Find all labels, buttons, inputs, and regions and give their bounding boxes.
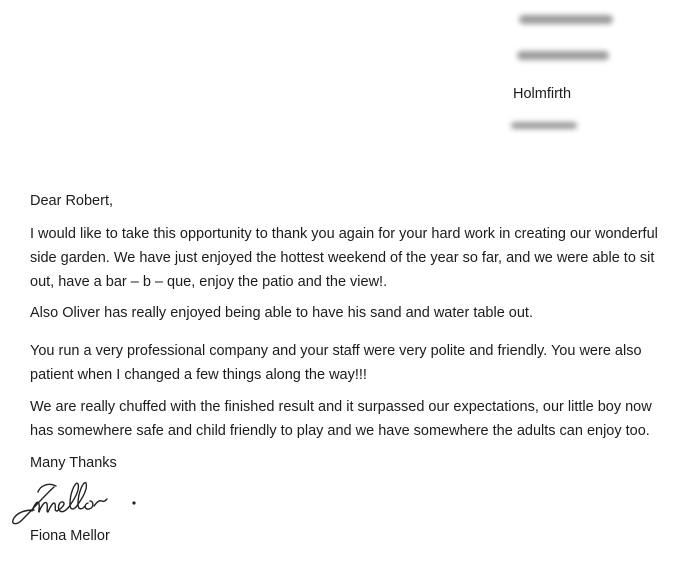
salutation: Dear Robert, xyxy=(30,193,114,209)
paragraph-professional: You run a very professional company and your staff were very polite and friendly. You were also patient when I changed a few things along the way!!! xyxy=(30,343,642,383)
paragraph-result: We are really chuffed with the finished result and it surpassed our expectations, our little boy now has somewhere safe and child friendly to play and we have somewhere the adults can enjoy too. xyxy=(30,399,652,439)
redacted-address-line-2 xyxy=(517,51,609,60)
signatory-name: Fiona Mellor xyxy=(30,528,110,544)
redacted-address-line-1 xyxy=(519,15,613,24)
address-town: Holmfirth xyxy=(513,86,572,102)
paragraph-thanks: I would like to take this opportunity to thank you again for your hard work in creating our wonderful side garden. We have just enjoyed the hottest weekend of the year so far, and we were able to sit out, have a bar – b – que, enjoy the patio and the view!. xyxy=(30,226,658,290)
handwritten-signature xyxy=(4,470,174,532)
closing: Many Thanks xyxy=(30,455,117,471)
paragraph-oliver: Also Oliver has really enjoyed being able to have his sand and water table out. xyxy=(30,305,533,321)
redacted-postcode xyxy=(511,122,577,129)
